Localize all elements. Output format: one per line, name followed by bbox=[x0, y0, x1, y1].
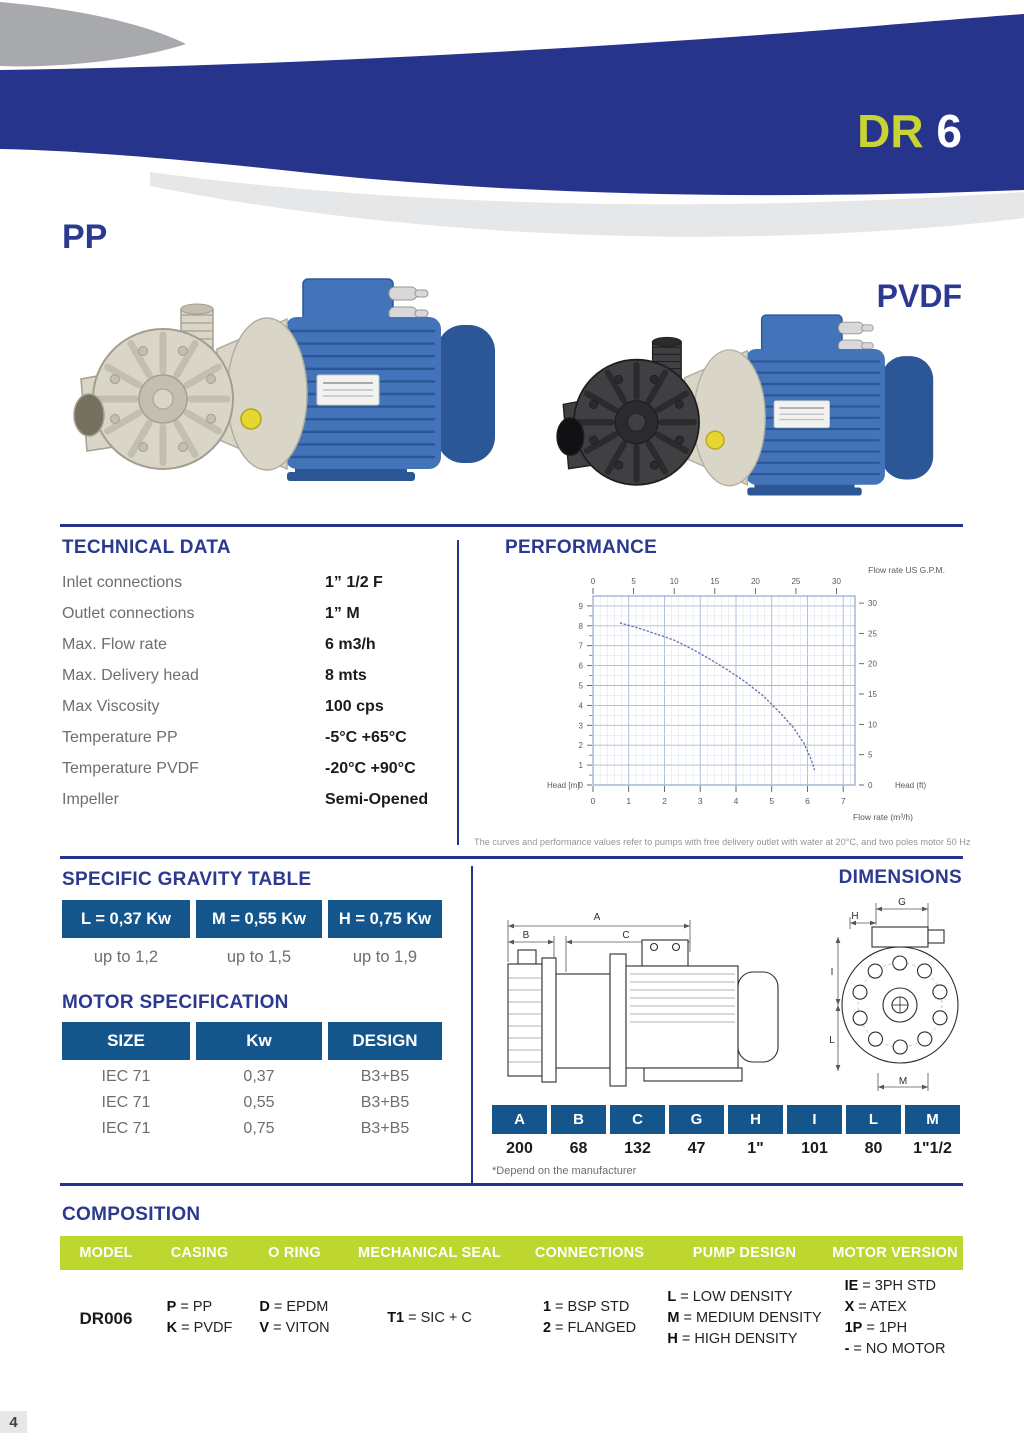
motor-cell: 0,55 bbox=[243, 1094, 275, 1111]
svg-text:7: 7 bbox=[578, 641, 583, 651]
specific-gravity-table bbox=[62, 900, 444, 967]
performance-chart-svg bbox=[545, 562, 965, 847]
gravity-header-cell: M = 0,55 Kw bbox=[196, 900, 322, 938]
composition-option: - = NO MOTOR bbox=[844, 1341, 946, 1357]
page-number: 4 bbox=[0, 1411, 27, 1433]
gravity-value-cell: up to 1,2 bbox=[93, 948, 159, 966]
svg-text:20: 20 bbox=[750, 577, 760, 586]
motor-cell: IEC 71 bbox=[101, 1120, 151, 1137]
tech-data-label: Max. Flow rate bbox=[62, 635, 167, 653]
tech-data-label: Impeller bbox=[62, 790, 119, 808]
chart-note: The curves and performance values refer to pumps with free delivery outlet with water at 20°C, and two poles motor 50 Hz bbox=[474, 837, 971, 847]
pp-pump-svg bbox=[55, 262, 525, 522]
svg-text:6: 6 bbox=[578, 661, 583, 671]
composition-col-header: PUMP DESIGN bbox=[692, 1245, 797, 1261]
svg-text:1: 1 bbox=[578, 761, 583, 771]
svg-text:30: 30 bbox=[832, 577, 841, 586]
svg-text:4: 4 bbox=[733, 796, 739, 806]
motor-cell: IEC 71 bbox=[101, 1094, 151, 1111]
tech-data-row bbox=[62, 691, 454, 722]
head-flow-curve bbox=[620, 623, 815, 770]
svg-text:Flow rate US G.P.M.: Flow rate US G.P.M. bbox=[868, 565, 945, 575]
svg-text:15: 15 bbox=[868, 690, 877, 700]
tech-data-value: -20°C +90°C bbox=[325, 759, 416, 777]
composition-option: 2 = FLANGED bbox=[542, 1320, 637, 1336]
svg-text:7: 7 bbox=[840, 796, 846, 806]
svg-text:0: 0 bbox=[590, 577, 596, 586]
composition-option: V = VITON bbox=[259, 1320, 330, 1336]
tech-data-value: 8 mts bbox=[325, 666, 367, 684]
pp-pump-image bbox=[55, 262, 525, 522]
composition-option: 1P = 1PH bbox=[844, 1320, 908, 1336]
pvdf-pump-image bbox=[540, 300, 960, 532]
svg-text:1: 1 bbox=[626, 796, 632, 806]
svg-text:G: G bbox=[898, 897, 906, 908]
svg-text:C: C bbox=[622, 930, 630, 941]
model-size: 6 bbox=[936, 105, 962, 157]
composition-title: COMPOSITION bbox=[62, 1204, 201, 1225]
composition-col-header: CONNECTIONS bbox=[534, 1245, 645, 1261]
tech-data-row bbox=[62, 598, 454, 629]
dims-value-cell: 68 bbox=[569, 1140, 588, 1157]
pump-side-drawing bbox=[492, 900, 827, 1095]
tech-data-value: 100 cps bbox=[325, 697, 384, 715]
divider-line bbox=[60, 856, 963, 859]
dims-header-cell: C bbox=[610, 1105, 665, 1134]
tech-data-label: Temperature PP bbox=[62, 728, 178, 746]
model-title bbox=[857, 104, 962, 158]
composition-option: P = PP bbox=[166, 1299, 213, 1315]
tech-data-label: Inlet connections bbox=[62, 573, 183, 591]
gravity-value-cell: up to 1,9 bbox=[352, 948, 418, 966]
side-view-svg bbox=[492, 900, 827, 1095]
dimensions-table bbox=[492, 1105, 964, 1158]
tech-data-value: 1” 1/2 F bbox=[325, 573, 383, 591]
motor-cell: IEC 71 bbox=[101, 1068, 151, 1085]
composition-col-header: MOTOR VERSION bbox=[832, 1245, 958, 1261]
composition-col-body bbox=[662, 1274, 827, 1362]
composition-col-body bbox=[517, 1274, 662, 1362]
svg-text:2: 2 bbox=[662, 796, 667, 806]
svg-text:5: 5 bbox=[631, 577, 636, 586]
composition-col-body bbox=[247, 1274, 342, 1362]
specific-gravity-title: SPECIFIC GRAVITY TABLE bbox=[62, 869, 312, 890]
svg-text:10: 10 bbox=[669, 577, 679, 586]
gravity-value-cell: up to 1,5 bbox=[226, 948, 292, 966]
dims-header-cell: H bbox=[728, 1105, 783, 1134]
tech-data-label: Max. Delivery head bbox=[62, 666, 199, 684]
svg-text:25: 25 bbox=[868, 629, 877, 639]
svg-text:Head (ft): Head (ft) bbox=[895, 781, 927, 790]
pump-front-drawing bbox=[828, 893, 968, 1100]
svg-text:15: 15 bbox=[710, 577, 720, 586]
motor-header-cell: Kw bbox=[196, 1022, 322, 1060]
motor-cell: 0,37 bbox=[243, 1068, 275, 1085]
dims-value-cell: 101 bbox=[801, 1140, 828, 1157]
svg-text:4: 4 bbox=[578, 701, 583, 711]
dims-header-cell: G bbox=[669, 1105, 724, 1134]
gravity-header-cell: L = 0,37 Kw bbox=[62, 900, 190, 938]
svg-text:0: 0 bbox=[578, 781, 583, 790]
dims-header-cell: A bbox=[492, 1105, 547, 1134]
technical-data-table bbox=[62, 567, 454, 815]
composition-col-body bbox=[342, 1274, 517, 1362]
svg-text:L: L bbox=[829, 1035, 835, 1046]
tech-data-value: 6 m3/h bbox=[325, 635, 376, 653]
tech-data-value: -5°C +65°C bbox=[325, 728, 407, 746]
gravity-header-cell: H = 0,75 Kw bbox=[328, 900, 442, 938]
vertical-divider bbox=[471, 866, 473, 1184]
svg-text:5: 5 bbox=[769, 796, 775, 806]
dims-header-cell: M bbox=[905, 1105, 960, 1134]
motor-header-cell: SIZE bbox=[62, 1022, 190, 1060]
dimensions-title: DIMENSIONS bbox=[838, 867, 962, 888]
dims-value-cell: 47 bbox=[687, 1140, 706, 1157]
gray-swoosh bbox=[0, 2, 186, 66]
svg-text:M: M bbox=[898, 1076, 908, 1087]
motor-cell: B3+B5 bbox=[360, 1120, 410, 1137]
dims-header-cell: B bbox=[551, 1105, 606, 1134]
composition-col-body bbox=[60, 1274, 152, 1362]
composition-option: H = HIGH DENSITY bbox=[667, 1330, 798, 1347]
divider-line bbox=[60, 524, 963, 527]
composition-col-body bbox=[827, 1274, 963, 1362]
composition-option: X = ATEX bbox=[844, 1299, 907, 1315]
composition-header-bar bbox=[60, 1236, 963, 1270]
svg-text:H: H bbox=[851, 911, 859, 922]
tech-data-label: Temperature PVDF bbox=[62, 759, 199, 777]
composition-body bbox=[60, 1274, 963, 1362]
composition-option: K = PVDF bbox=[166, 1320, 233, 1336]
tech-data-row bbox=[62, 753, 454, 784]
composition-option: L = LOW DENSITY bbox=[667, 1288, 793, 1305]
pvdf-pump-svg bbox=[540, 300, 960, 532]
motor-cell: 0,75 bbox=[243, 1120, 275, 1137]
composition-col-header: CASING bbox=[170, 1245, 229, 1261]
composition-col-header: O RING bbox=[268, 1245, 321, 1261]
dims-value-cell: 200 bbox=[506, 1140, 533, 1157]
svg-text:0: 0 bbox=[590, 796, 596, 806]
vertical-divider bbox=[457, 540, 459, 845]
pvdf-label: PVDF bbox=[876, 278, 962, 314]
svg-text:I: I bbox=[830, 967, 834, 978]
svg-text:Flow rate (m³/h): Flow rate (m³/h) bbox=[853, 812, 913, 822]
svg-text:3: 3 bbox=[697, 796, 703, 806]
performance-title: PERFORMANCE bbox=[505, 537, 658, 558]
composition-option: 1 = BSP STD bbox=[542, 1299, 630, 1315]
svg-text:0: 0 bbox=[868, 781, 873, 790]
dims-value-cell: 80 bbox=[864, 1140, 883, 1157]
motor-cell: B3+B5 bbox=[360, 1094, 410, 1111]
svg-text:10: 10 bbox=[868, 720, 877, 730]
tech-data-value: Semi-Opened bbox=[325, 790, 429, 808]
dims-header-cell: L bbox=[846, 1105, 901, 1134]
motor-spec-table bbox=[62, 1022, 444, 1138]
tech-data-row bbox=[62, 660, 454, 691]
composition-col-header: MECHANICAL SEAL bbox=[358, 1245, 501, 1261]
svg-text:9: 9 bbox=[578, 601, 583, 611]
svg-text:6: 6 bbox=[805, 796, 810, 806]
dimensions-footnote: *Depend on the manufacturer bbox=[492, 1165, 637, 1177]
svg-text:30: 30 bbox=[868, 599, 877, 609]
composition-option: T1 = SIC + C bbox=[387, 1309, 472, 1326]
composition-model: DR006 bbox=[79, 1308, 133, 1328]
tech-data-row bbox=[62, 722, 454, 753]
svg-text:25: 25 bbox=[791, 577, 801, 586]
svg-text:5: 5 bbox=[578, 681, 583, 691]
svg-text:2: 2 bbox=[578, 741, 583, 751]
motor-header-cell: DESIGN bbox=[328, 1022, 442, 1060]
composition-col-header: MODEL bbox=[79, 1245, 133, 1261]
composition-col-body bbox=[152, 1274, 247, 1362]
dims-value-cell: 132 bbox=[624, 1140, 651, 1157]
divider-line bbox=[60, 1183, 963, 1186]
tech-data-row bbox=[62, 784, 454, 815]
motor-spec-title: MOTOR SPECIFICATION bbox=[62, 992, 289, 1013]
tech-data-label: Outlet connections bbox=[62, 604, 195, 622]
performance-chart bbox=[545, 562, 965, 847]
svg-text:B: B bbox=[522, 930, 530, 941]
svg-text:5: 5 bbox=[868, 750, 873, 760]
dims-value-cell: 1" bbox=[747, 1140, 764, 1157]
svg-text:8: 8 bbox=[578, 621, 583, 631]
svg-text:20: 20 bbox=[868, 659, 877, 669]
svg-text:3: 3 bbox=[578, 721, 583, 731]
motor-cell: B3+B5 bbox=[360, 1068, 410, 1085]
composition-option: M = MEDIUM DENSITY bbox=[667, 1309, 822, 1326]
tech-data-value: 1” M bbox=[325, 604, 360, 622]
technical-data-title: TECHNICAL DATA bbox=[62, 537, 231, 558]
tech-data-row bbox=[62, 629, 454, 660]
pp-label: PP bbox=[62, 218, 108, 256]
composition-option: D = EPDM bbox=[259, 1299, 329, 1315]
composition-option: IE = 3PH STD bbox=[844, 1278, 937, 1294]
dims-value-cell: 1"1/2 bbox=[913, 1140, 952, 1157]
tech-data-label: Max Viscosity bbox=[62, 697, 160, 715]
svg-text:A: A bbox=[593, 912, 601, 923]
dims-header-cell: I bbox=[787, 1105, 842, 1134]
tech-data-row bbox=[62, 567, 454, 598]
svg-text:Head [m]: Head [m] bbox=[547, 781, 580, 790]
model-series: DR bbox=[857, 105, 924, 157]
front-view-svg bbox=[828, 893, 968, 1100]
